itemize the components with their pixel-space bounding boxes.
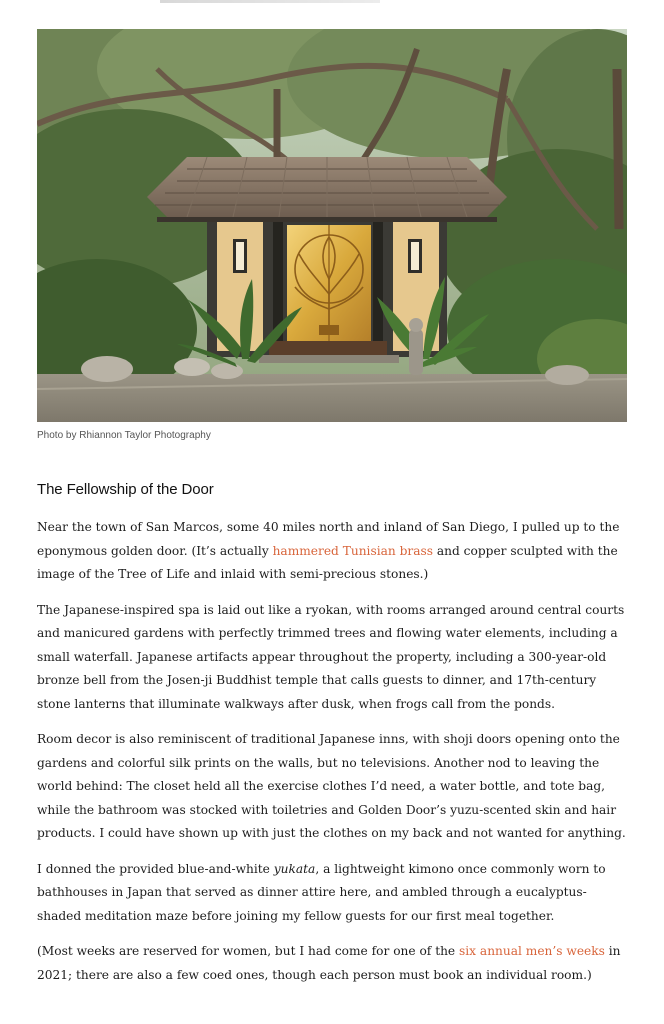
- paragraph-2: The Japanese-inspired spa is laid out like a ryokan, with rooms arranged around central courts and manicured gardens with perfectly trimmed trees and flowing water elements, including a small waterfall. Japanese artifacts appear throughout the property, including a 300-year-old bronze bell from the Josen-ji Buddhist temple that calls guests to dinner, and 17th-century stone lanterns that illuminate walkways after dusk, when frogs call from the ponds.: [37, 602, 625, 711]
- yukata-term: yukata: [273, 861, 316, 876]
- paragraph-5-text-a: (Most weeks are reserved for women, but I had come for one of the: [37, 944, 460, 958]
- photo-caption: Photo by Rhiannon Taylor Photography: [37, 430, 211, 441]
- paragraph-1-text-b: and copper sculpted with the image of the Tree of Life and inlaid with semi-precious stones.): [37, 543, 618, 581]
- paragraph-5-text-b: in 2021; there are also a few coed ones, though each person must book an individual room.): [37, 944, 621, 982]
- mens-weeks-link[interactable]: six annual men’s weeks: [459, 944, 605, 958]
- section-heading: The Fellowship of the Door: [37, 481, 214, 498]
- previous-content-edge: [160, 0, 380, 3]
- paragraph-4-text-b: , a lightweight kimono once commonly worn to bathhouses in Japan that served as dinner attire here, and ambled through a eucalyptus-shaded meditation maze before joining my fellow guests for our first meal together.: [37, 861, 606, 923]
- tunisian-brass-link[interactable]: hammered Tunisian brass: [272, 543, 434, 558]
- paragraph-4: [37, 858, 629, 929]
- paragraph-3: Room decor is also reminiscent of traditional Japanese inns, with shoji doors opening onto the gardens and colorful silk prints on the walls, but no televisions. Another nod to leaving the world behind: The closet held all the exercise clothes I’d need, a water bottle, and tote bag, while the bathroom was stocked with toiletries and Golden Door’s yuzu-scented skin and hair products. I could have shown up with just the clothes on my back and not wanted for anything.: [37, 732, 626, 840]
- paragraph-1-text-a: Near the town of San Marcos, some 40 miles north and inland of San Diego, I pulled up to the eponymous golden door. (It’s actually: [37, 520, 620, 558]
- paragraph-4-text-a: I donned the provided blue-and-white: [37, 861, 274, 876]
- article-body: [37, 516, 629, 999]
- paragraph-1: [37, 516, 629, 587]
- paragraph-5: [37, 940, 629, 987]
- golden-door-pavilion-image: [37, 29, 627, 422]
- hero-photo: [37, 29, 627, 422]
